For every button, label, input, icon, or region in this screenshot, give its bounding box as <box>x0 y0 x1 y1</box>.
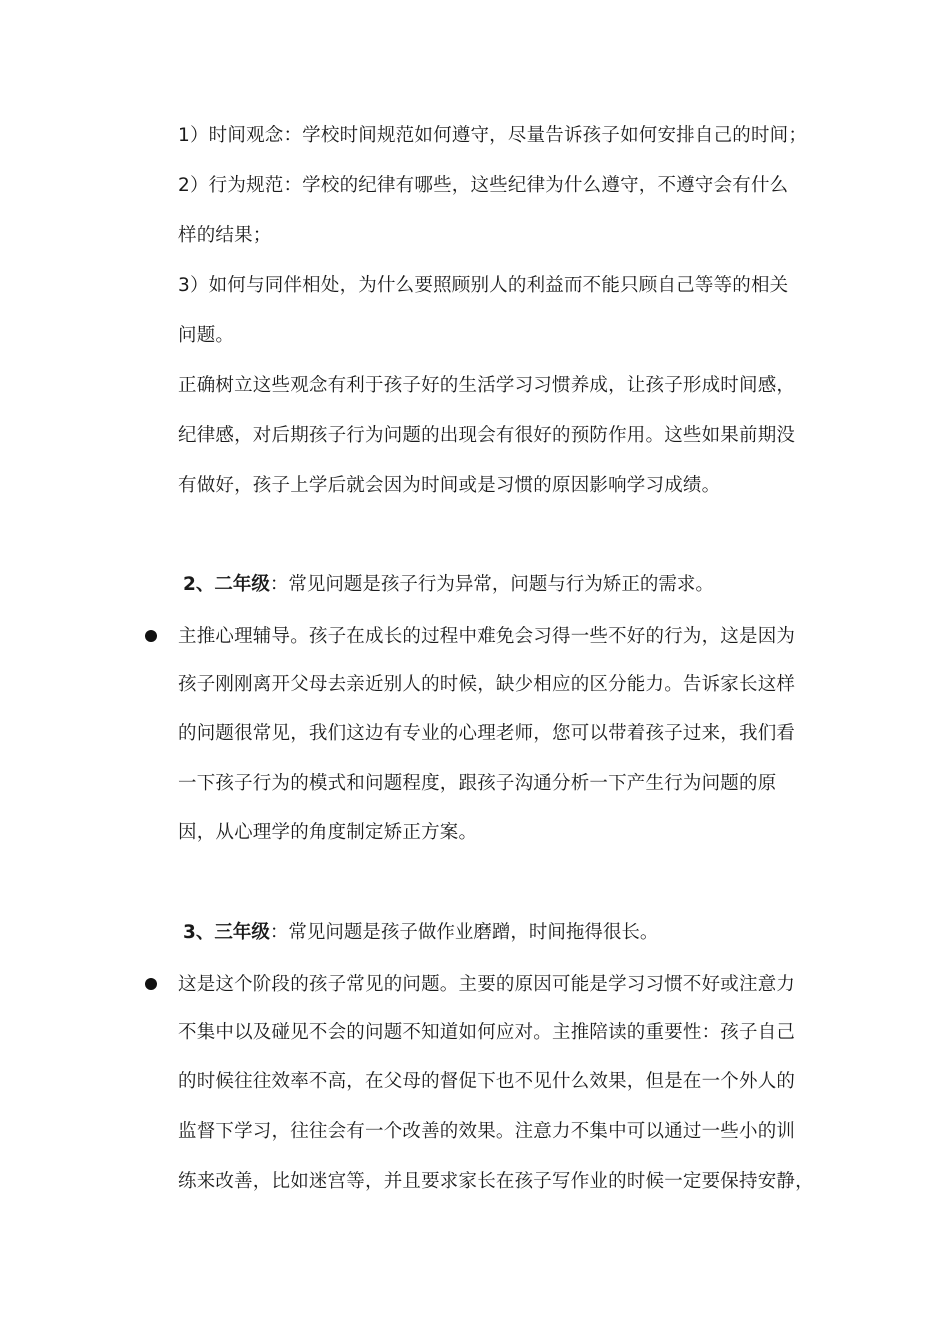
intro-line-7: 纪律感，对后期孩子行为问题的出现会有很好的预防作用。这些如果前期没 <box>178 425 796 446</box>
intro-line-8: 有做好，孩子上学后就会因为时间或是习惯的原因影响学习成绩。 <box>178 475 721 496</box>
intro-line-6: 正确树立这些观念有利于孩子好的生活学习习惯养成，让孩子形成时间感， <box>178 375 796 396</box>
grade2-heading-text: ：常见问题是孩子行为异常，问题与行为矫正的需求。 <box>269 574 714 595</box>
grade3-line-5: 练来改善，比如迷宫等，并且要求家长在孩子写作业的时候一定要保持安静， <box>178 1171 814 1192</box>
grade2-heading-label: 2、二年级 <box>183 574 270 595</box>
bullet-dot <box>145 978 157 990</box>
grade3-line-4: 监督下学习，往往会有一个改善的效果。注意力不集中可以通过一些小的训 <box>178 1121 796 1142</box>
grade3-line-1: 这是这个阶段的孩子常见的问题。主要的原因可能是学习习惯不好或注意力 <box>178 974 796 995</box>
intro-line-5: 问题。 <box>178 325 235 346</box>
intro-line-1: 1）时间观念：学校时间规范如何遵守，尽量告诉孩子如何安排自己的时间； <box>178 125 808 146</box>
grade3-heading-text: ：常见问题是孩子做作业磨蹭，时间拖得很长。 <box>269 922 659 943</box>
intro-line-3: 样的结果； <box>178 225 272 246</box>
intro-line-2: 2）行为规范：学校的纪律有哪些，这些纪律为什么遵守，不遵守会有什么 <box>178 175 789 196</box>
grade2-line-4: 一下孩子行为的模式和问题程度，跟孩子沟通分析一下产生行为问题的原 <box>178 773 777 794</box>
intro-line-4: 3）如何与同伴相处，为什么要照顾别人的利益而不能只顾自己等等的相关 <box>178 275 789 296</box>
grade3-line-3: 的时候往往效率不高，在父母的督促下也不见什么效果，但是在一个外人的 <box>178 1071 796 1092</box>
bullet-dot <box>145 630 157 642</box>
grade2-line-2: 孩子刚刚离开父母去亲近别人的时候，缺少相应的区分能力。告诉家长这样 <box>178 674 796 695</box>
grade2-line-1: 主推心理辅导。孩子在成长的过程中难免会习得一些不好的行为，这是因为 <box>178 626 796 647</box>
grade2-line-3: 的问题很常见，我们这边有专业的心理老师，您可以带着孩子过来，我们看 <box>178 723 796 744</box>
grade2-heading <box>183 573 714 597</box>
grade2-line-5: 因，从心理学的角度制定矫正方案。 <box>178 822 478 843</box>
grade3-heading <box>183 921 658 945</box>
grade3-line-2: 不集中以及碰见不会的问题不知道如何应对。主推陪读的重要性：孩子自己 <box>178 1022 796 1043</box>
grade3-heading-label: 3、三年级 <box>183 922 270 943</box>
